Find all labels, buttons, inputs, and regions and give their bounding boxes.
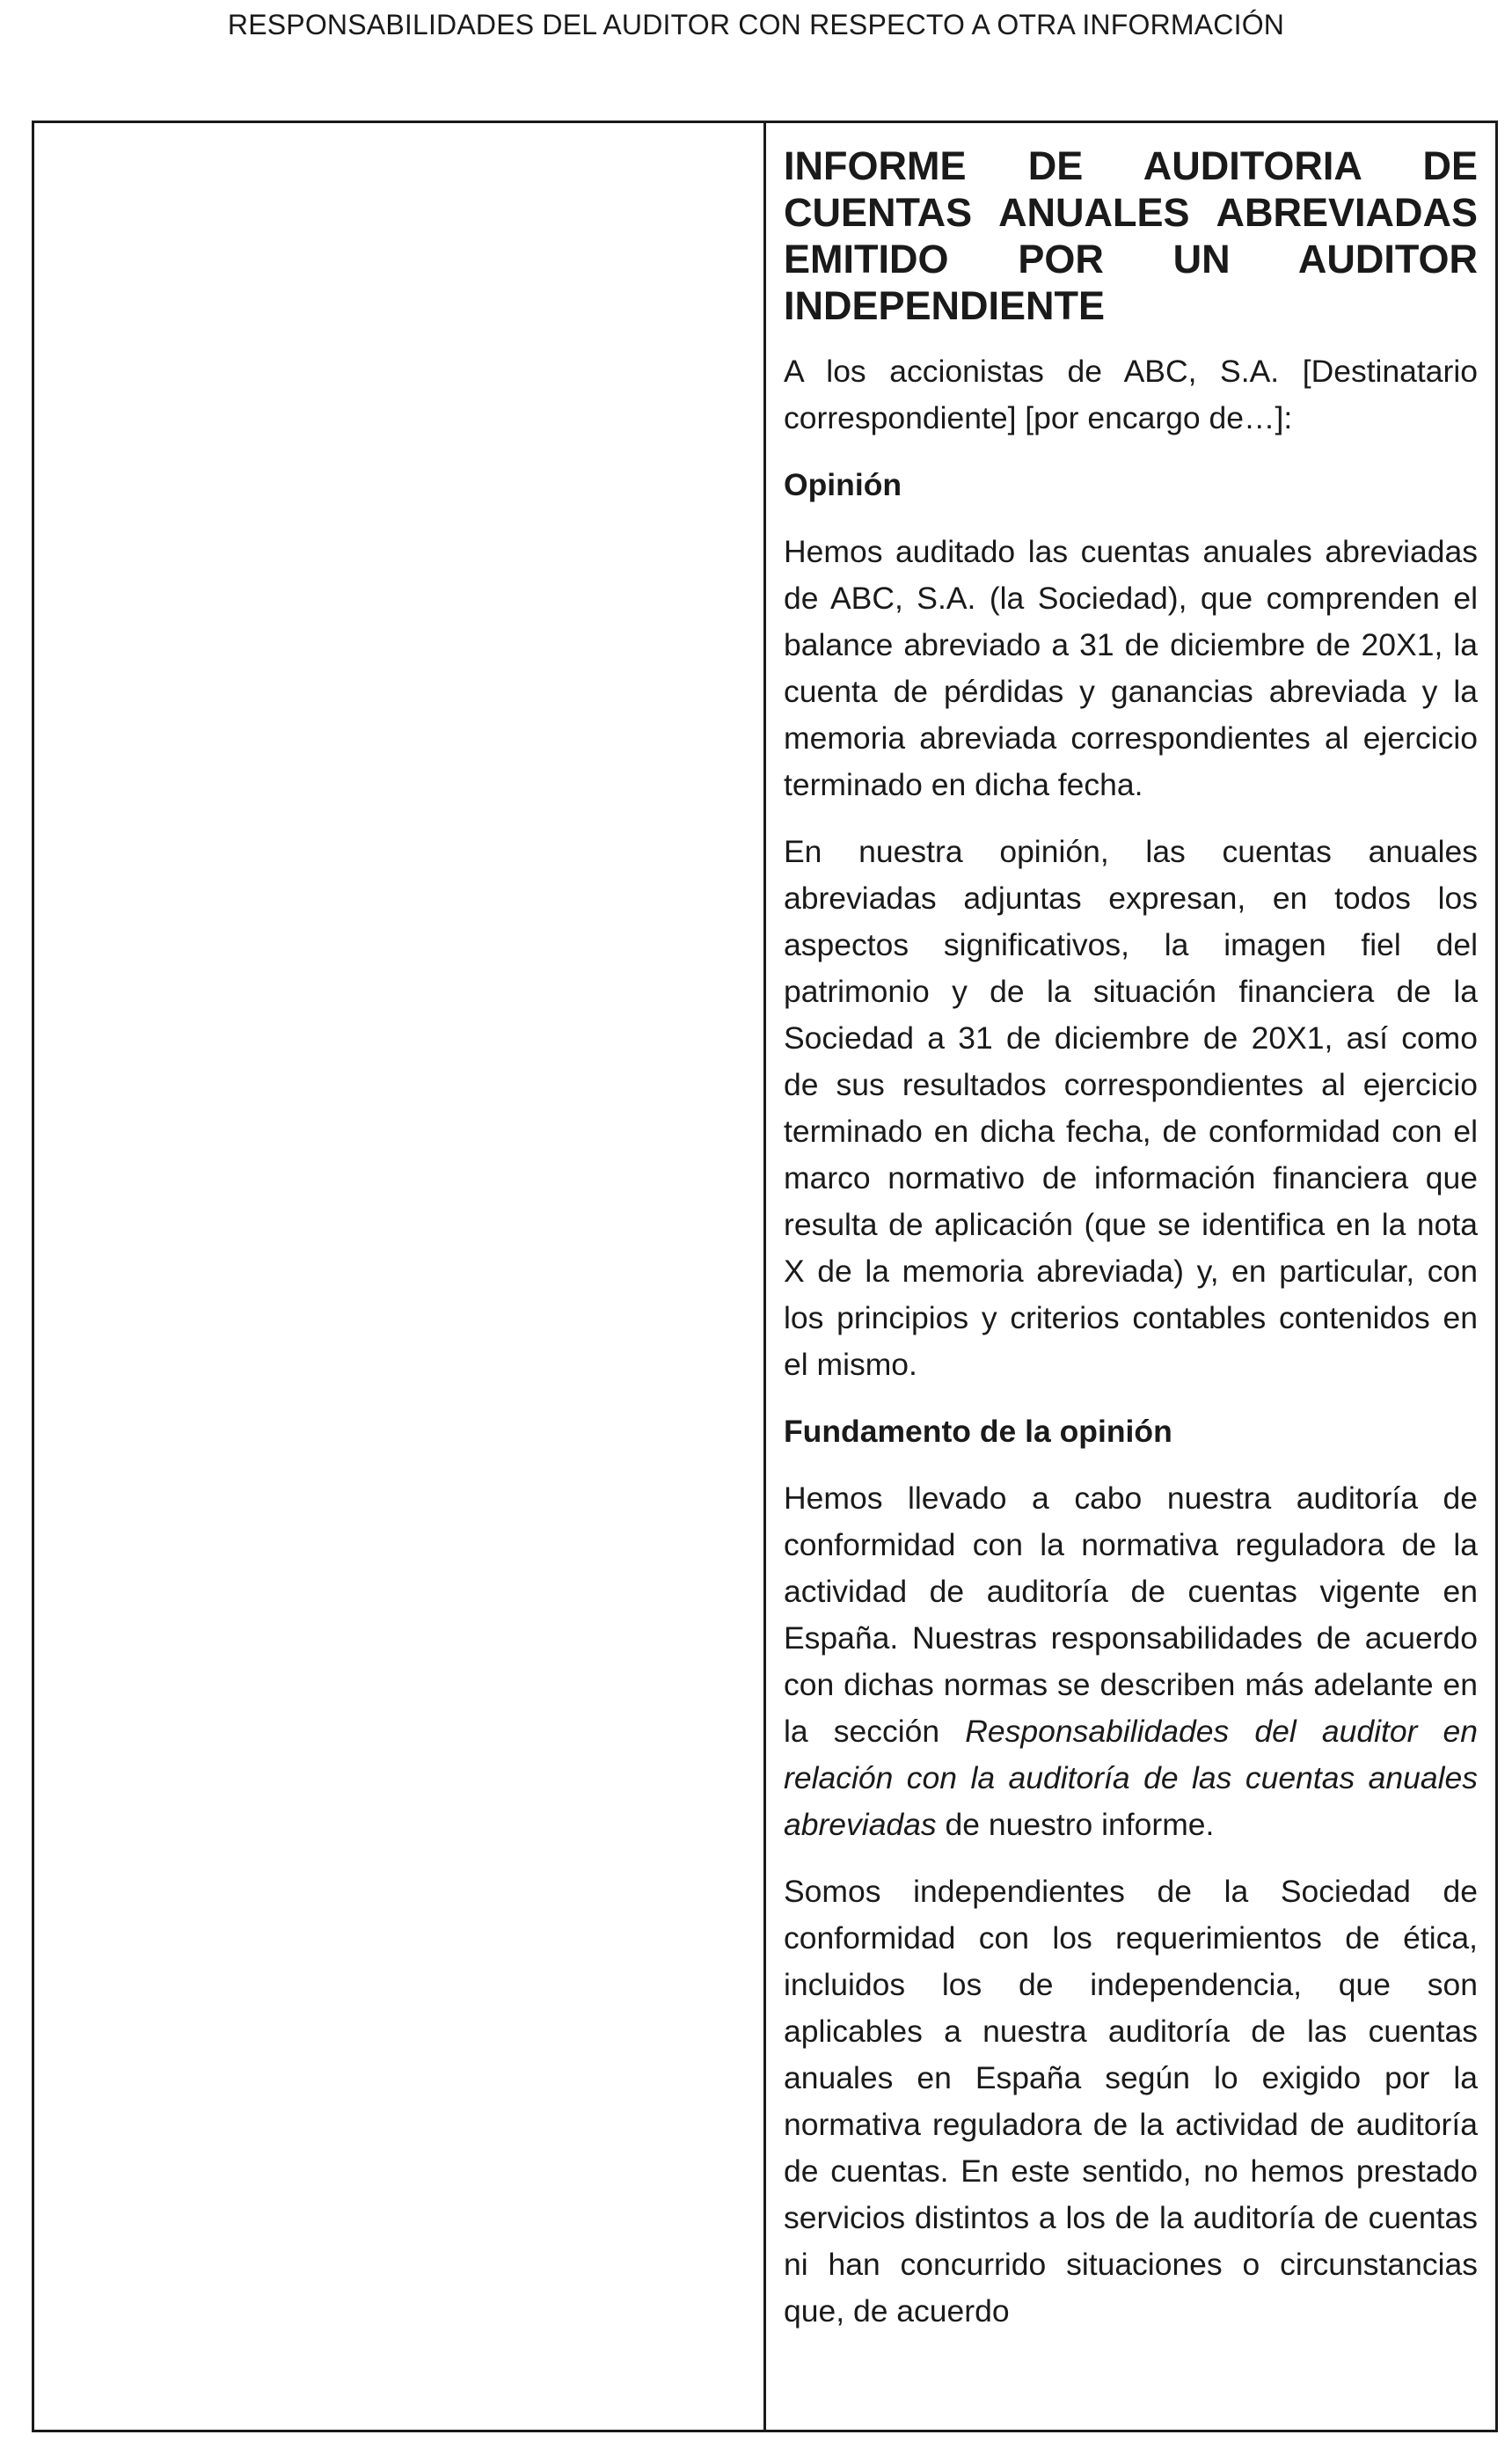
right-column-report (766, 123, 1495, 2430)
basis-paragraph-2: Somos independientes de la Sociedad de conformidad con los requerimientos de ética, incluidos los de independencia, que son aplicables a nuestra auditoría de las cuentas anuales en España según lo exigido por la normativa reguladora de la actividad de auditoría de cuentas. En este sentido, no hemos prestado servicios distintos a los de la auditoría de cuentas ni han concurrido situaciones o circunstancias que, de acuerdo (784, 1874, 1478, 2329)
basis-paragraph-1 (784, 1475, 1478, 1848)
basis-paragraph-1-start: Hemos llevado a cabo nuestra auditoría de conformidad con la normativa reguladora de la actividad de auditoría de cuentas vigente en España. Nuestras responsabilidades de acuerdo con dichas normas se describen más adelante en la sección (784, 1481, 1478, 1749)
left-column-empty (34, 123, 766, 2430)
opinion-paragraph-1: Hemos auditado las cuentas anuales abreviadas de ABC, S.A. (la Sociedad), que comprenden el balance abreviado a 31 de diciembre de 20X1, la cuenta de pérdidas y ganancias abreviada y la memoria abreviada correspondientes al ejercicio terminado en dicha fecha. (784, 534, 1478, 802)
basis-heading: Fundamento de la opinión (784, 1414, 1172, 1449)
opinion-paragraph-2: En nuestra opinión, las cuentas anuales abreviadas adjuntas expresan, en todos los aspectos significativos, la imagen fiel del patrimonio y de la situación financiera de la Sociedad a 31 de diciembre de 20X1, así como de sus resultados correspondientes al ejercicio terminado en dicha fecha, de conformidad con el marco normativo de información financiera que resulta de aplicación (que se identifica en la nota X de la memoria abreviada) y, en particular, con los principios y criterios contables contenidos en el mismo. (784, 834, 1478, 1382)
two-column-table (32, 121, 1498, 2432)
opinion-heading: Opinión (784, 467, 902, 502)
running-header: RESPONSABILIDADES DEL AUDITOR CON RESPECTO A OTRA INFORMACIÓN (227, 9, 1285, 40)
addressee-paragraph: A los accionistas de ABC, S.A. [Destinatario correspondiente] [por encargo de…]: (784, 354, 1478, 435)
basis-paragraph-1-end: de nuestro informe. (936, 1807, 1215, 1842)
report-title: INFORME DE AUDITORIA DE CUENTAS ANUALES ABREVIADAS EMITIDO POR UN AUDITOR INDEPENDIENTE (784, 143, 1478, 328)
basis-paragraph-1-italic: Responsabilidades del auditor en relación con la auditoría de las cuentas anuales abreviadas (784, 1714, 1478, 1842)
